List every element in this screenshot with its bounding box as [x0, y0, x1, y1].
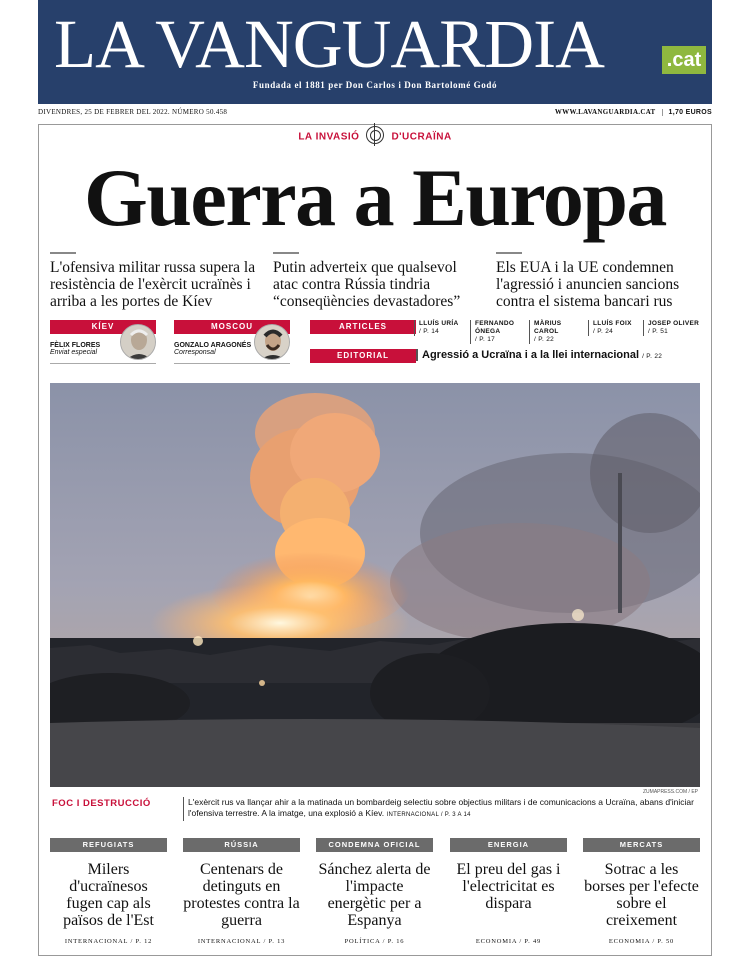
teaser-tag: CONDEMNA OFICIAL [316, 838, 433, 852]
teaser-title: El preu del gas i l'electricitat es dispara [456, 861, 561, 912]
subhead-rule [496, 252, 522, 254]
subhead-rule [50, 252, 76, 254]
masthead [38, 0, 712, 104]
article-page: / P. 17 [475, 336, 496, 343]
dateline [38, 108, 712, 122]
correspondent-name: GONZALO ARAGONÉS [174, 342, 252, 349]
caption-text: L'exèrcit rus va llançar ahir a la matinada un bombardeig selectiu sobre objectius militars i de comunicacions a Ucraïna, abans d'iniciar l'ofensiva terrestre. A la imatge, una explosió a Kíev. [188, 797, 694, 818]
teaser-tag: RÚSSIA [183, 838, 300, 852]
explosion-photo [50, 383, 700, 787]
teaser-title: Centenars de detinguts en protestes contra la guerra [183, 861, 300, 929]
article-page: / P. 22 [534, 336, 555, 343]
teaser-title: Milers d'ucraïnesos fugen cap als països de l'Est [63, 861, 154, 929]
editorial-label: EDITORIAL [310, 349, 416, 363]
teaser-section: ECONOMIA / P. 49 [475, 938, 542, 945]
price: 1,70 EUROS [662, 109, 712, 116]
main-headline[interactable]: Guerra a Europa [84, 152, 666, 243]
correspondent-role: Enviat especial [50, 349, 98, 356]
article-link[interactable] [588, 320, 642, 336]
article-author: MÀRIUS CAROL [534, 320, 562, 335]
subhead-2[interactable] [273, 252, 483, 310]
caption-tag: FOC I DESTRUCCIÓ [52, 798, 151, 809]
byline-rule [50, 363, 156, 364]
article-page: / P. 51 [648, 328, 669, 335]
teaser-tag: REFUGIATS [50, 838, 167, 852]
article-page: / P. 24 [593, 328, 614, 335]
editorial-link[interactable] [416, 349, 662, 361]
correspondent-role: Corresponsal [174, 349, 216, 356]
issue-date: DIVENDRES, 25 DE FEBRER DEL 2022. NÚMERO 50.458 [38, 108, 228, 116]
byline-rule [174, 363, 290, 364]
article-author: FERNANDO ÓNEGA [475, 320, 515, 335]
subhead-text: Putin adverteix que qualsevol atac contra Rússia tindria “conseqüències devastadores” [273, 258, 461, 310]
teaser-tag: ENERGIA [450, 838, 567, 852]
lead-photo[interactable] [50, 383, 700, 787]
kicker-right: D'UCRAÏNA [391, 131, 452, 143]
teaser-section: INTERNACIONAL / P. 12 [64, 938, 153, 945]
avatar [254, 324, 290, 360]
kicker-left: LA INVASIÓ [298, 131, 360, 143]
correspondent-name: FÈLIX FLORES [50, 342, 101, 349]
teaser-energia[interactable] [450, 838, 567, 950]
website-price [555, 108, 712, 116]
article-link[interactable] [470, 320, 528, 344]
teaser-russia[interactable] [183, 838, 300, 950]
photo-caption[interactable] [183, 797, 703, 821]
target-emblem-icon [366, 126, 384, 144]
correspondent-moscow[interactable] [174, 320, 290, 364]
article-link[interactable] [414, 320, 468, 336]
teaser-section: ECONOMIA / P. 50 [608, 938, 675, 945]
article-author: LLUÍS URÍA [419, 320, 459, 327]
teaser-title: Sotrac a les borses per l'efecte sobre el creixement [584, 861, 699, 929]
caption-page: INTERNACIONAL / P. 3 A 14 [386, 812, 471, 818]
website-link[interactable]: WWW.LAVANGUARDIA.CAT [554, 108, 656, 116]
domain-badge: .cat [662, 46, 706, 74]
article-author: JOSEP OLIVER [648, 320, 700, 327]
teaser-section: POLÍTICA / P. 16 [344, 938, 405, 945]
article-link[interactable] [529, 320, 587, 344]
correspondent-kiev[interactable] [50, 320, 156, 364]
teaser-tag: MERCATS [583, 838, 700, 852]
avatar [120, 324, 156, 360]
editorial-title: Agressió a Ucraïna i a la llei internacional [422, 349, 640, 361]
section-kicker [0, 130, 750, 144]
teaser-mercats[interactable] [583, 838, 700, 950]
subhead-text: L'ofensiva militar russa supera la resistència de l'exèrcit ucraïnès i arriba a les portes de Kíev [50, 258, 256, 310]
correspondent-city: KÍEV [50, 320, 156, 334]
newspaper-title: LA VANGUARDIA [54, 6, 604, 82]
photo-credit: ZUMAPRESS.COM / EP [642, 789, 698, 795]
correspondent-city: MOSCOU [174, 320, 290, 334]
teaser-refugiats[interactable] [50, 838, 167, 950]
subhead-text: Els EUA i la UE condemnen l'agressió i anuncien sancions contra el sistema bancari rus [496, 258, 680, 310]
article-author: LLUÍS FOIX [593, 320, 632, 327]
founded-line: Fundada el 1881 per Don Carlos i Don Bartolomé Godó [252, 80, 498, 90]
article-link[interactable] [643, 320, 701, 336]
editorial-page: / P. 22 [642, 353, 663, 360]
subhead-3[interactable] [496, 252, 706, 310]
article-page: / P. 14 [419, 328, 440, 335]
articles-label: ARTICLES [310, 320, 416, 334]
teaser-condemna[interactable] [316, 838, 433, 950]
subhead-rule [273, 252, 299, 254]
teaser-title: Sánchez alerta de l'impacte energètic per a Espanya [318, 861, 431, 929]
subhead-1[interactable] [50, 252, 260, 310]
teaser-section: INTERNACIONAL / P. 13 [197, 938, 286, 945]
